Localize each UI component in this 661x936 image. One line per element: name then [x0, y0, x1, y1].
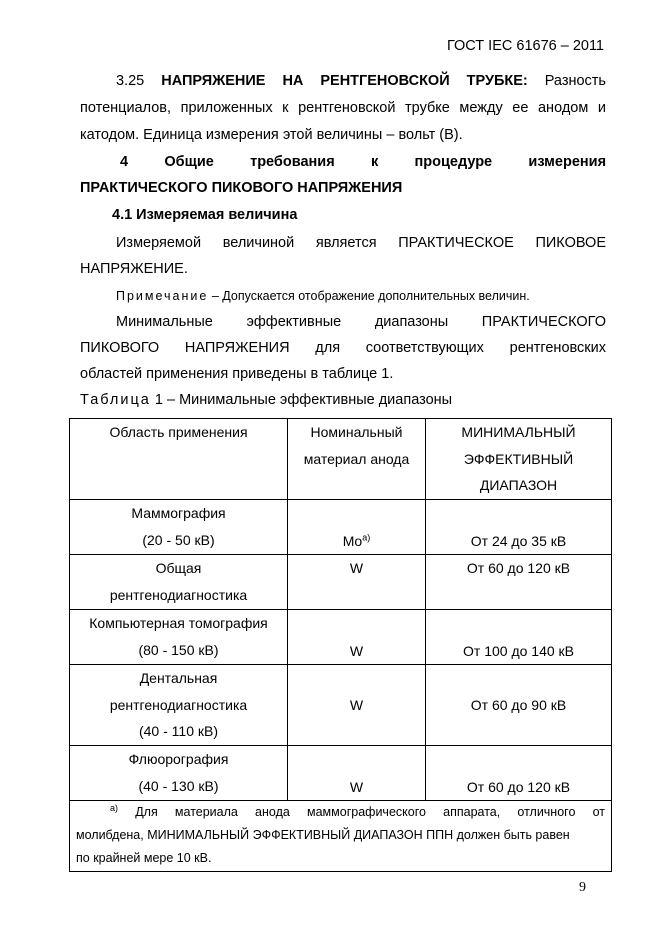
cell-range: От 60 до 120 кВ	[426, 555, 612, 610]
table-caption	[80, 390, 606, 410]
table-min-effective-ranges	[69, 418, 612, 872]
document-header: ГОСТ IEC 61676 – 2011	[446, 38, 604, 54]
section-4-heading-line-2: ПРАКТИЧЕСКОГО ПИКОВОГО НАПРЯЖЕНИЯ	[80, 180, 403, 196]
footnote-line-3: по крайней мере 10 кВ.	[76, 851, 212, 865]
cell-range: От 24 до 35 кВ	[426, 500, 612, 555]
cell-anode: W	[288, 555, 426, 610]
page-number: 9	[579, 880, 586, 895]
cell-range: От 60 до 90 кВ	[426, 665, 612, 746]
clause-3-25-line-2: потенциалов, приложенных к рентгеновской трубке между ее анодом и	[80, 100, 606, 116]
para-4-1-line-2: НАПРЯЖЕНИЕ.	[80, 261, 188, 277]
header-cell-range: МИНИМАЛЬНЫЙ ЭФФЕКТИВНЫЙ ДИАПАЗОН	[426, 419, 612, 500]
table-caption-label: Таблица	[80, 392, 151, 408]
section-4-heading-line-1	[120, 152, 606, 172]
term-title: НАПРЯЖЕНИЕ НА РЕНТГЕНОВСКОЙ ТРУБКЕ:	[161, 73, 528, 89]
cell-application: Компьютерная томография (80 - 150 кВ)	[70, 610, 288, 665]
para-ranges-line-3: областей применения приведены в таблице 1.	[80, 366, 394, 382]
note-text: – Допускается отображение дополнительных величин.	[208, 289, 530, 303]
cell-range: От 60 до 120 кВ	[426, 746, 612, 801]
para-4-1-line-1: Измеряемой величиной является ПРАКТИЧЕСКОЕ ПИКОВОЕ	[116, 235, 606, 251]
note-label: Примечание	[116, 289, 209, 303]
footnote-line-2: молибдена, МИНИМАЛЬНЫЙ ЭФФЕКТИВНЫЙ ДИАПАЗОН ППН должен быть равен	[76, 828, 570, 842]
footnote-mark: a)	[110, 802, 119, 813]
heading-word: процедуре	[414, 154, 493, 170]
section-number: 4	[120, 154, 129, 170]
cell-anode: W	[288, 665, 426, 746]
table-caption-text: 1 – Минимальные эффективные диапазоны	[150, 392, 453, 408]
heading-word: Общие	[164, 154, 214, 170]
header-cell-application: Область применения	[70, 419, 288, 500]
cell-anode: Mo$^{a)}$	[288, 500, 426, 555]
para-ranges-line-1: Минимальные эффективные диапазоны ПРАКТИЧЕСКОГО	[116, 314, 606, 330]
cell-anode: W	[288, 746, 426, 801]
clause-3-25-line-1	[116, 71, 606, 91]
heading-word: требования	[250, 154, 335, 170]
cell-application: Маммография (20 - 50 кВ)	[70, 500, 288, 555]
cell-range: От 100 до 140 кВ	[426, 610, 612, 665]
heading-word: измерения	[528, 154, 607, 170]
header-cell-anode: Номинальный материал анода	[288, 419, 426, 500]
clause-text: Разность	[544, 73, 606, 89]
footnote-mark: a)	[362, 531, 371, 542]
subsection-4-1-heading: 4.1 Измеряемая величина	[112, 207, 298, 223]
clause-number: 3.25	[116, 73, 145, 89]
table-footnote-row	[70, 801, 612, 872]
table-row	[70, 555, 612, 610]
cell-application: Флюорография (40 - 130 кВ)	[70, 746, 288, 801]
cell-application: Общая рентгенодиагностика	[70, 555, 288, 610]
table-row	[70, 500, 612, 555]
cell-application: Дентальная рентгенодиагностика (40 - 110 кВ)	[70, 665, 288, 746]
footnote-line-1: Для материала анода маммографического аппарата, отличного от	[135, 805, 605, 819]
table-row	[70, 610, 612, 665]
clause-3-25-line-3: катодом. Единица измерения этой величины – вольт (В).	[80, 127, 463, 143]
table-header-row	[70, 419, 612, 500]
note	[116, 286, 642, 306]
para-ranges-line-2: ПИКОВОГО НАПРЯЖЕНИЯ для соответствующих рентгеновских	[80, 340, 606, 356]
table-row	[70, 665, 612, 746]
table-row	[70, 746, 612, 801]
table-footnote	[70, 801, 612, 872]
cell-anode: W	[288, 610, 426, 665]
heading-word: к	[370, 154, 379, 170]
